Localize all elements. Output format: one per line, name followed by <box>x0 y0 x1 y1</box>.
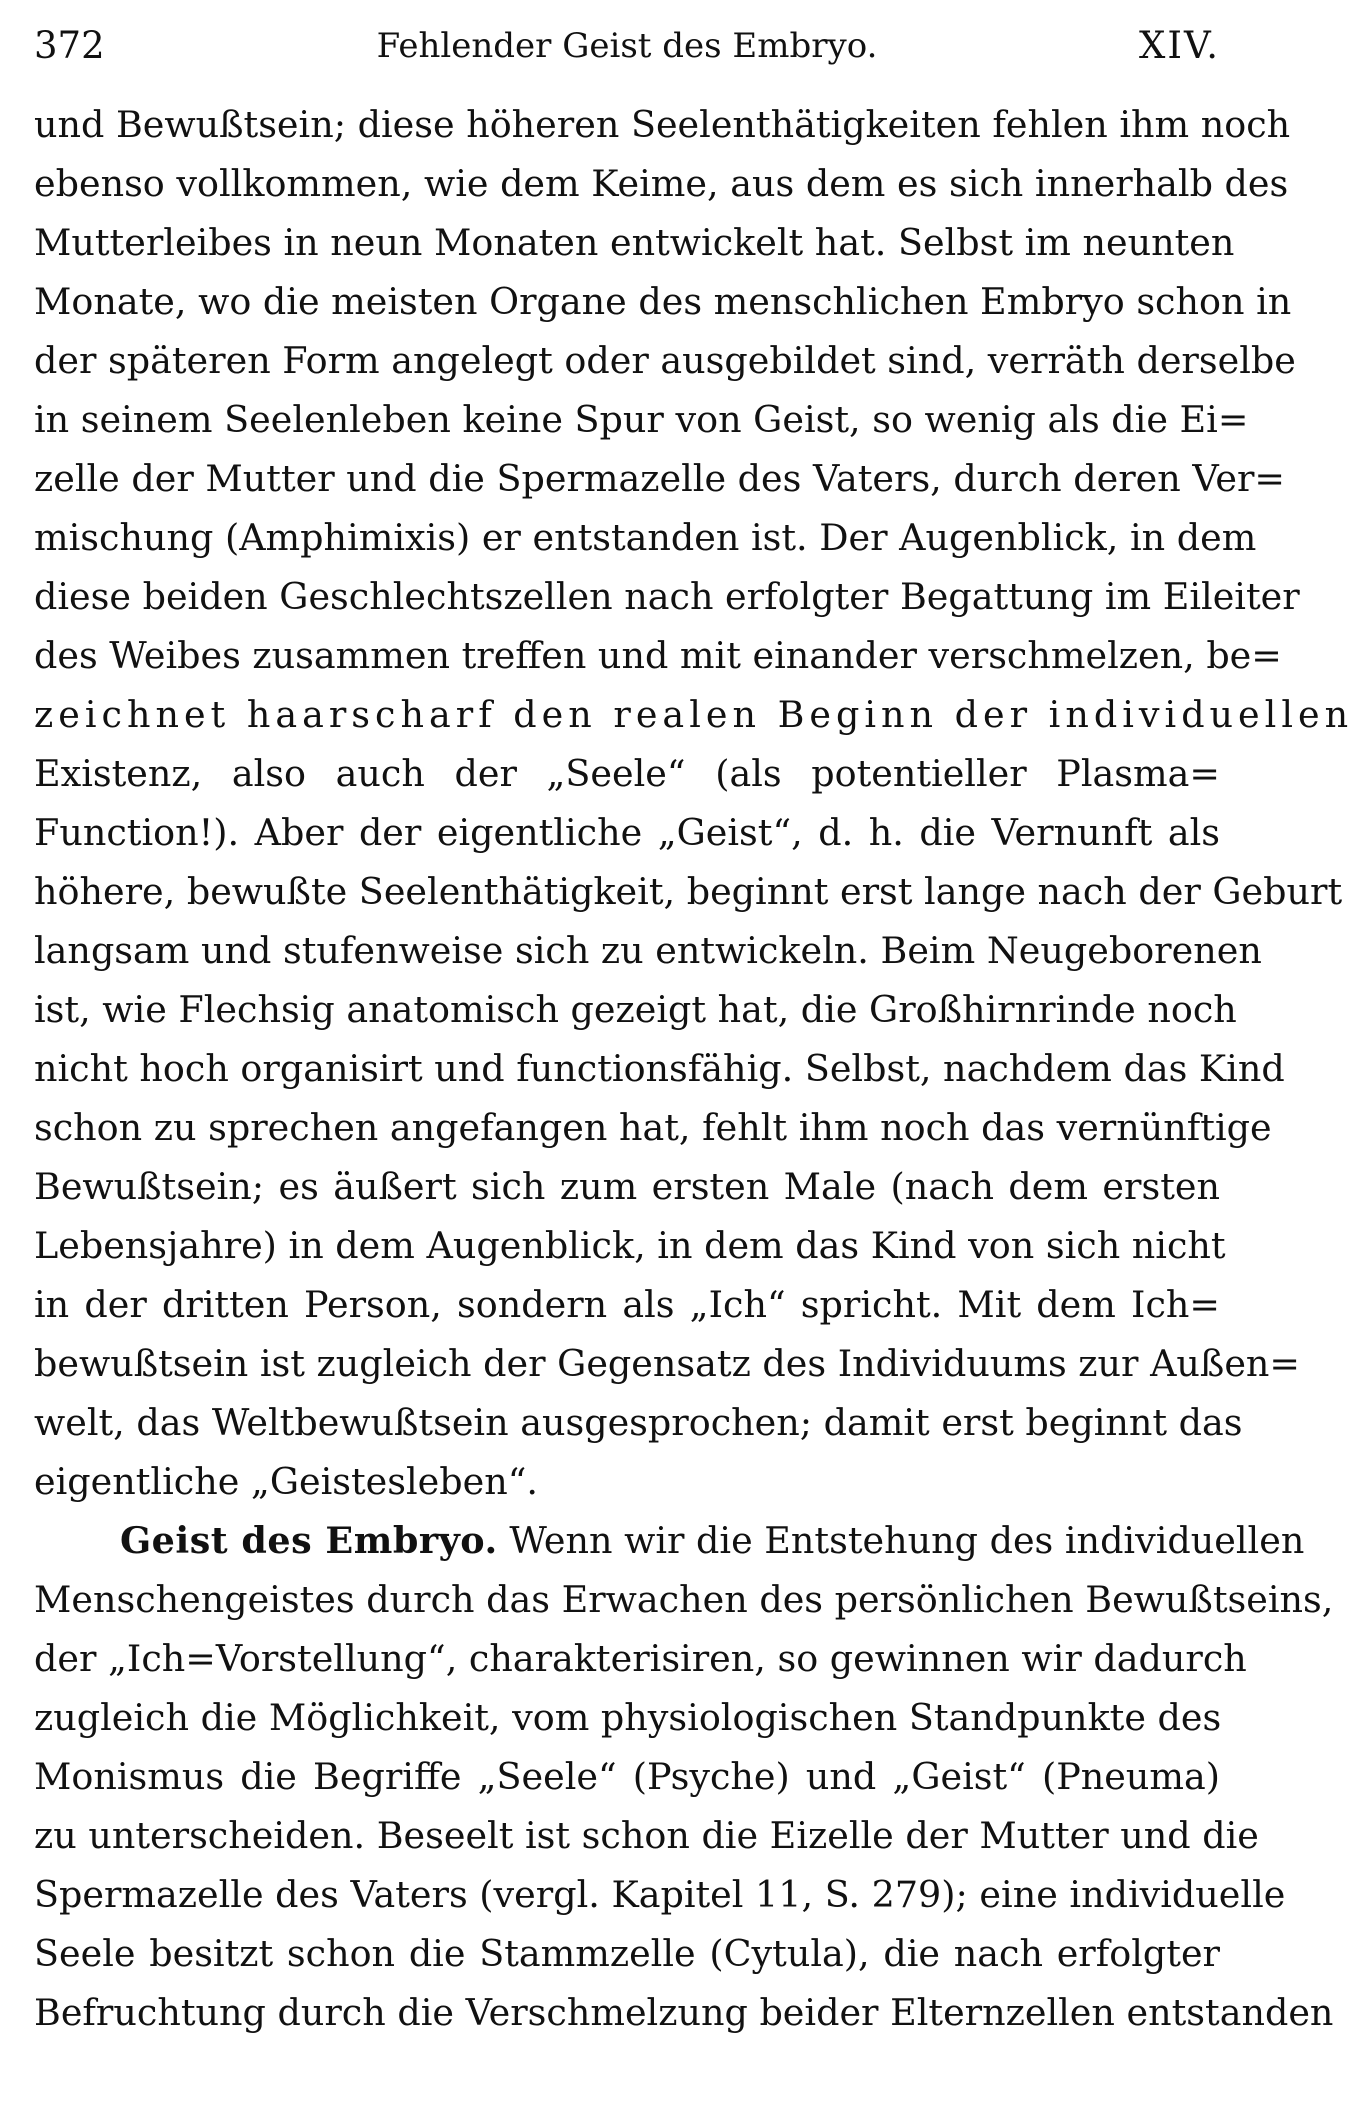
paragraph-1 <box>34 95 1353 1511</box>
text-line: Monate, wo die meisten Organe des menschlichen Embryo schon in <box>34 280 1292 323</box>
text-line: der „Ich=Vorstellung“, charakterisiren, so gewinnen wir dadurch <box>34 1637 1247 1680</box>
text-line: Bewußtsein; es äußert sich zum ersten Male (nach dem ersten <box>34 1165 1220 1208</box>
text-line: Lebensjahre) in dem Augenblick, in dem das Kind von sich nicht <box>34 1224 1226 1267</box>
text-line: welt, das Weltbewußtsein ausgesprochen; damit erst beginnt das <box>34 1401 1243 1444</box>
text-line: Monismus die Begriffe „Seele“ (Psyche) und „Geist“ (Pneuma) <box>34 1755 1220 1798</box>
text-line: ist, wie Flechsig anatomisch gezeigt hat, die Großhirnrinde noch <box>34 988 1237 1031</box>
text-line: zelle der Mutter und die Spermazelle des Vaters, durch deren Ver= <box>34 457 1286 500</box>
text-line: in seinem Seelenleben keine Spur von Geist, so wenig als die Ei= <box>34 398 1249 441</box>
text-line: langsam und stufenweise sich zu entwickeln. Beim Neugeborenen <box>34 929 1262 972</box>
running-title: Fehlender Geist des Embryo. <box>376 26 878 66</box>
text-line: Menschengeistes durch das Erwachen des persönlichen Bewußtseins, <box>34 1578 1334 1621</box>
page-number: 372 <box>34 24 105 67</box>
text-line: ebenso vollkommen, wie dem Keime, aus dem es sich innerhalb des <box>34 162 1289 205</box>
text-line: in der dritten Person, sondern als „Ich“ spricht. Mit dem Ich= <box>34 1283 1220 1326</box>
text-line: Existenz, also auch der „Seele“ (als potentieller Plasma= <box>34 752 1220 795</box>
text-line: Mutterleibes in neun Monaten entwickelt hat. Selbst im neunten <box>34 221 1235 264</box>
text-line: zugleich die Möglichkeit, vom physiologischen Standpunkte des <box>34 1696 1222 1739</box>
text-line: diese beiden Geschlechtszellen nach erfolgter Begattung im Eileiter <box>34 575 1300 618</box>
text-line: Spermazelle des Vaters (vergl. Kapitel 11, S. 279); eine individuelle <box>34 1873 1286 1916</box>
text-line: bewußtsein ist zugleich der Gegensatz des Individuums zur Außen= <box>34 1342 1301 1385</box>
text-line: schon zu sprechen angefangen hat, fehlt ihm noch das vernünftige <box>34 1106 1272 1149</box>
text-line: eigentliche „Geistesleben“. <box>34 1460 538 1503</box>
text-line <box>34 1511 1305 1570</box>
text-line: Seele besitzt schon die Stammzelle (Cytula), die nach erfolgter <box>34 1932 1220 1975</box>
chapter-number: XIV. <box>1139 24 1220 67</box>
heading-line-text: Wenn wir die Entstehung des individuellen <box>509 1519 1305 1562</box>
text-line: des Weibes zusammen treffen und mit einander verschmelzen, be= <box>34 634 1282 677</box>
text-line: zu unterscheiden. Beseelt ist schon die Eizelle der Mutter und die <box>34 1814 1259 1857</box>
paragraph-2 <box>34 1511 1334 2042</box>
section-heading: Geist des Embryo. <box>120 1519 498 1562</box>
text-line: höhere, bewußte Seelenthätigkeit, beginnt erst lange nach der Geburt <box>34 870 1343 913</box>
text-line: Function!). Aber der eigentliche „Geist“, d. h. die Vernunft als <box>34 811 1220 854</box>
text-line: nicht hoch organisirt und functionsfähig. Selbst, nachdem das Kind <box>34 1047 1285 1090</box>
text-line: und Bewußtsein; diese höheren Seelenthätigkeiten fehlen ihm noch <box>34 103 1291 146</box>
text-line: zeichnet haarscharf den realen Beginn der individuellen <box>34 693 1353 736</box>
page-body <box>34 95 1353 2042</box>
text-line: Befruchtung durch die Verschmelzung beider Elternzellen entstanden <box>34 1991 1334 2034</box>
text-line: mischung (Amphimixis) er entstanden ist. Der Augenblick, in dem <box>34 516 1257 559</box>
page-header <box>34 18 1220 74</box>
text-line: der späteren Form angelegt oder ausgebildet sind, verräth derselbe <box>34 339 1296 382</box>
